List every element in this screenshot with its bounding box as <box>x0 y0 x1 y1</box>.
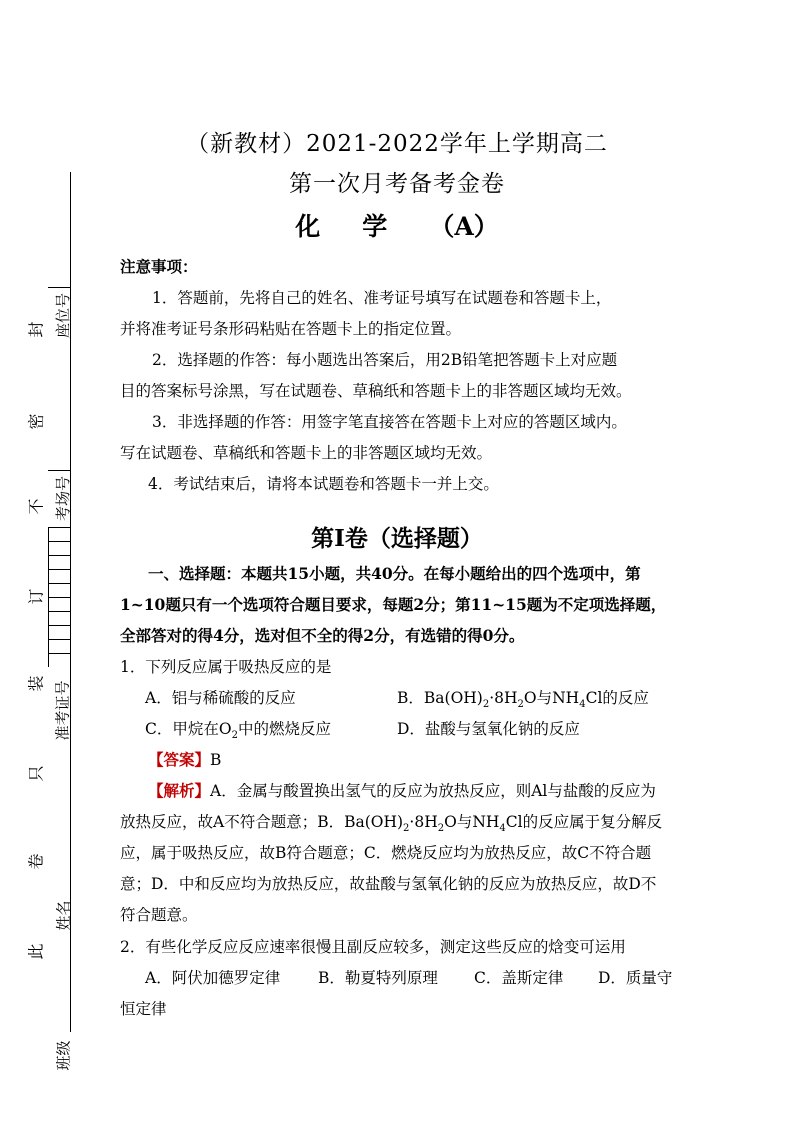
variant: （A） <box>429 212 499 241</box>
option-d-cont: 恒定律 <box>120 1000 167 1018</box>
section-title: 第Ⅰ卷（选择题） <box>311 525 483 552</box>
notice-line: 写在试题卷、草稿纸和答题卡上的非答题区域均无效。 <box>120 444 493 462</box>
seal-char-1: 封 <box>26 321 46 338</box>
analysis-line: 应，属于吸热反应，故B符合题意；C．燃烧反应均为放热反应，故C不符合题 <box>120 844 652 862</box>
section-intro: 全部答对的得4分，选对但不全的得2分，有选错的得0分。 <box>120 626 525 645</box>
seal-char-6: 只 <box>26 765 46 782</box>
underline-seat <box>48 287 70 288</box>
notice-line: 并将准考证号条形码粘贴在答题卡上的指定位置。 <box>120 320 462 338</box>
option-c: C．甲烷在$O_2$中的燃烧反应 <box>145 720 331 742</box>
option-b: B．勒夏特列原理 <box>318 969 438 987</box>
name-label: 姓名 <box>54 900 73 931</box>
seal-char-3: 不 <box>26 498 46 515</box>
seal-char-2: 密 <box>26 413 46 430</box>
notice-line: 3．非选择题的作答：用签字笔直接答在答题卡上对应的答题区域内。 <box>152 413 627 431</box>
notice-line: 4．考试结束后，请将本试题卷和答题卡一并上交。 <box>148 475 499 493</box>
question-stem: 2．有些化学反应反应速率很慢且副反应较多，测定这些反应的焓变可运用 <box>120 938 626 956</box>
seal-char-4: 订 <box>26 588 46 605</box>
subject-char-1: 化 <box>295 212 321 241</box>
exam-subtitle: 第一次月考备考金卷 <box>289 171 505 197</box>
analysis-line: 【解析】A．金属与酸置换出氢气的反应为放热反应，则Al与盐酸的反应为 <box>148 781 656 800</box>
option-c: C．盖斯定律 <box>474 969 564 987</box>
analysis-line: 意；D．中和反应均为放热反应，故盐酸与氢氧化钠的反应为放热反应，故D不 <box>120 875 657 893</box>
option-d: D．盐酸与氢氧化钠的反应 <box>397 720 580 738</box>
seal-char-8: 此 <box>26 943 46 960</box>
exam-id-label: 准考证号 <box>53 680 72 741</box>
seal-char-7: 卷 <box>26 853 46 870</box>
option-a: A．铝与稀硫酸的反应 <box>145 689 296 707</box>
section-intro: 一、选择题：本题共15小题，共40分。在每小题给出的四个选项中，第 <box>148 564 641 583</box>
underline-room <box>48 470 70 471</box>
question-stem: 1．下列反应属于吸热反应的是 <box>120 658 332 676</box>
analysis-line: 放热反应，故A不符合题意；B．$Ba(OH)_2\cdot 8H_2O$与$NH_4Cl$的反应属于复分解反 <box>120 813 663 835</box>
room-label: 考场号 <box>54 475 73 522</box>
notice-line: 1．答题前，先将自己的姓名、准考证号填写在试题卷和答题卡上， <box>152 289 612 307</box>
notice-line: 目的答案标号涂黑，写在试题卷、草稿纸和答题卡上的非答题区域均无效。 <box>120 382 632 400</box>
seat-label: 座位号 <box>54 292 73 339</box>
subject-title <box>0 207 794 243</box>
option-b: B．$Ba(OH)_2\cdot 8H_2O$与$NH_4Cl$的反应 <box>397 689 649 711</box>
class-label: 班级 <box>54 1040 73 1071</box>
option-a: A．阿伏加德罗定律 <box>145 969 281 987</box>
analysis-line: 符合题意。 <box>120 906 198 924</box>
notice-heading: 注意事项： <box>120 257 198 276</box>
exam-title: （新教材）2021-2022学年上学期高二 <box>186 131 608 157</box>
notice-line: 2．选择题的作答：每小题选出答案后，用2B铅笔把答题卡上对应题 <box>152 351 618 369</box>
answer: 【答案】B <box>148 750 222 769</box>
seal-char-5: 装 <box>26 675 46 692</box>
section-intro: 1~10题只有一个选项符合题目要求，每题2分；第11~15题为不定项选择题， <box>120 595 667 614</box>
subject-char-2: 学 <box>362 212 388 241</box>
option-d: D．质量守 <box>598 969 673 987</box>
